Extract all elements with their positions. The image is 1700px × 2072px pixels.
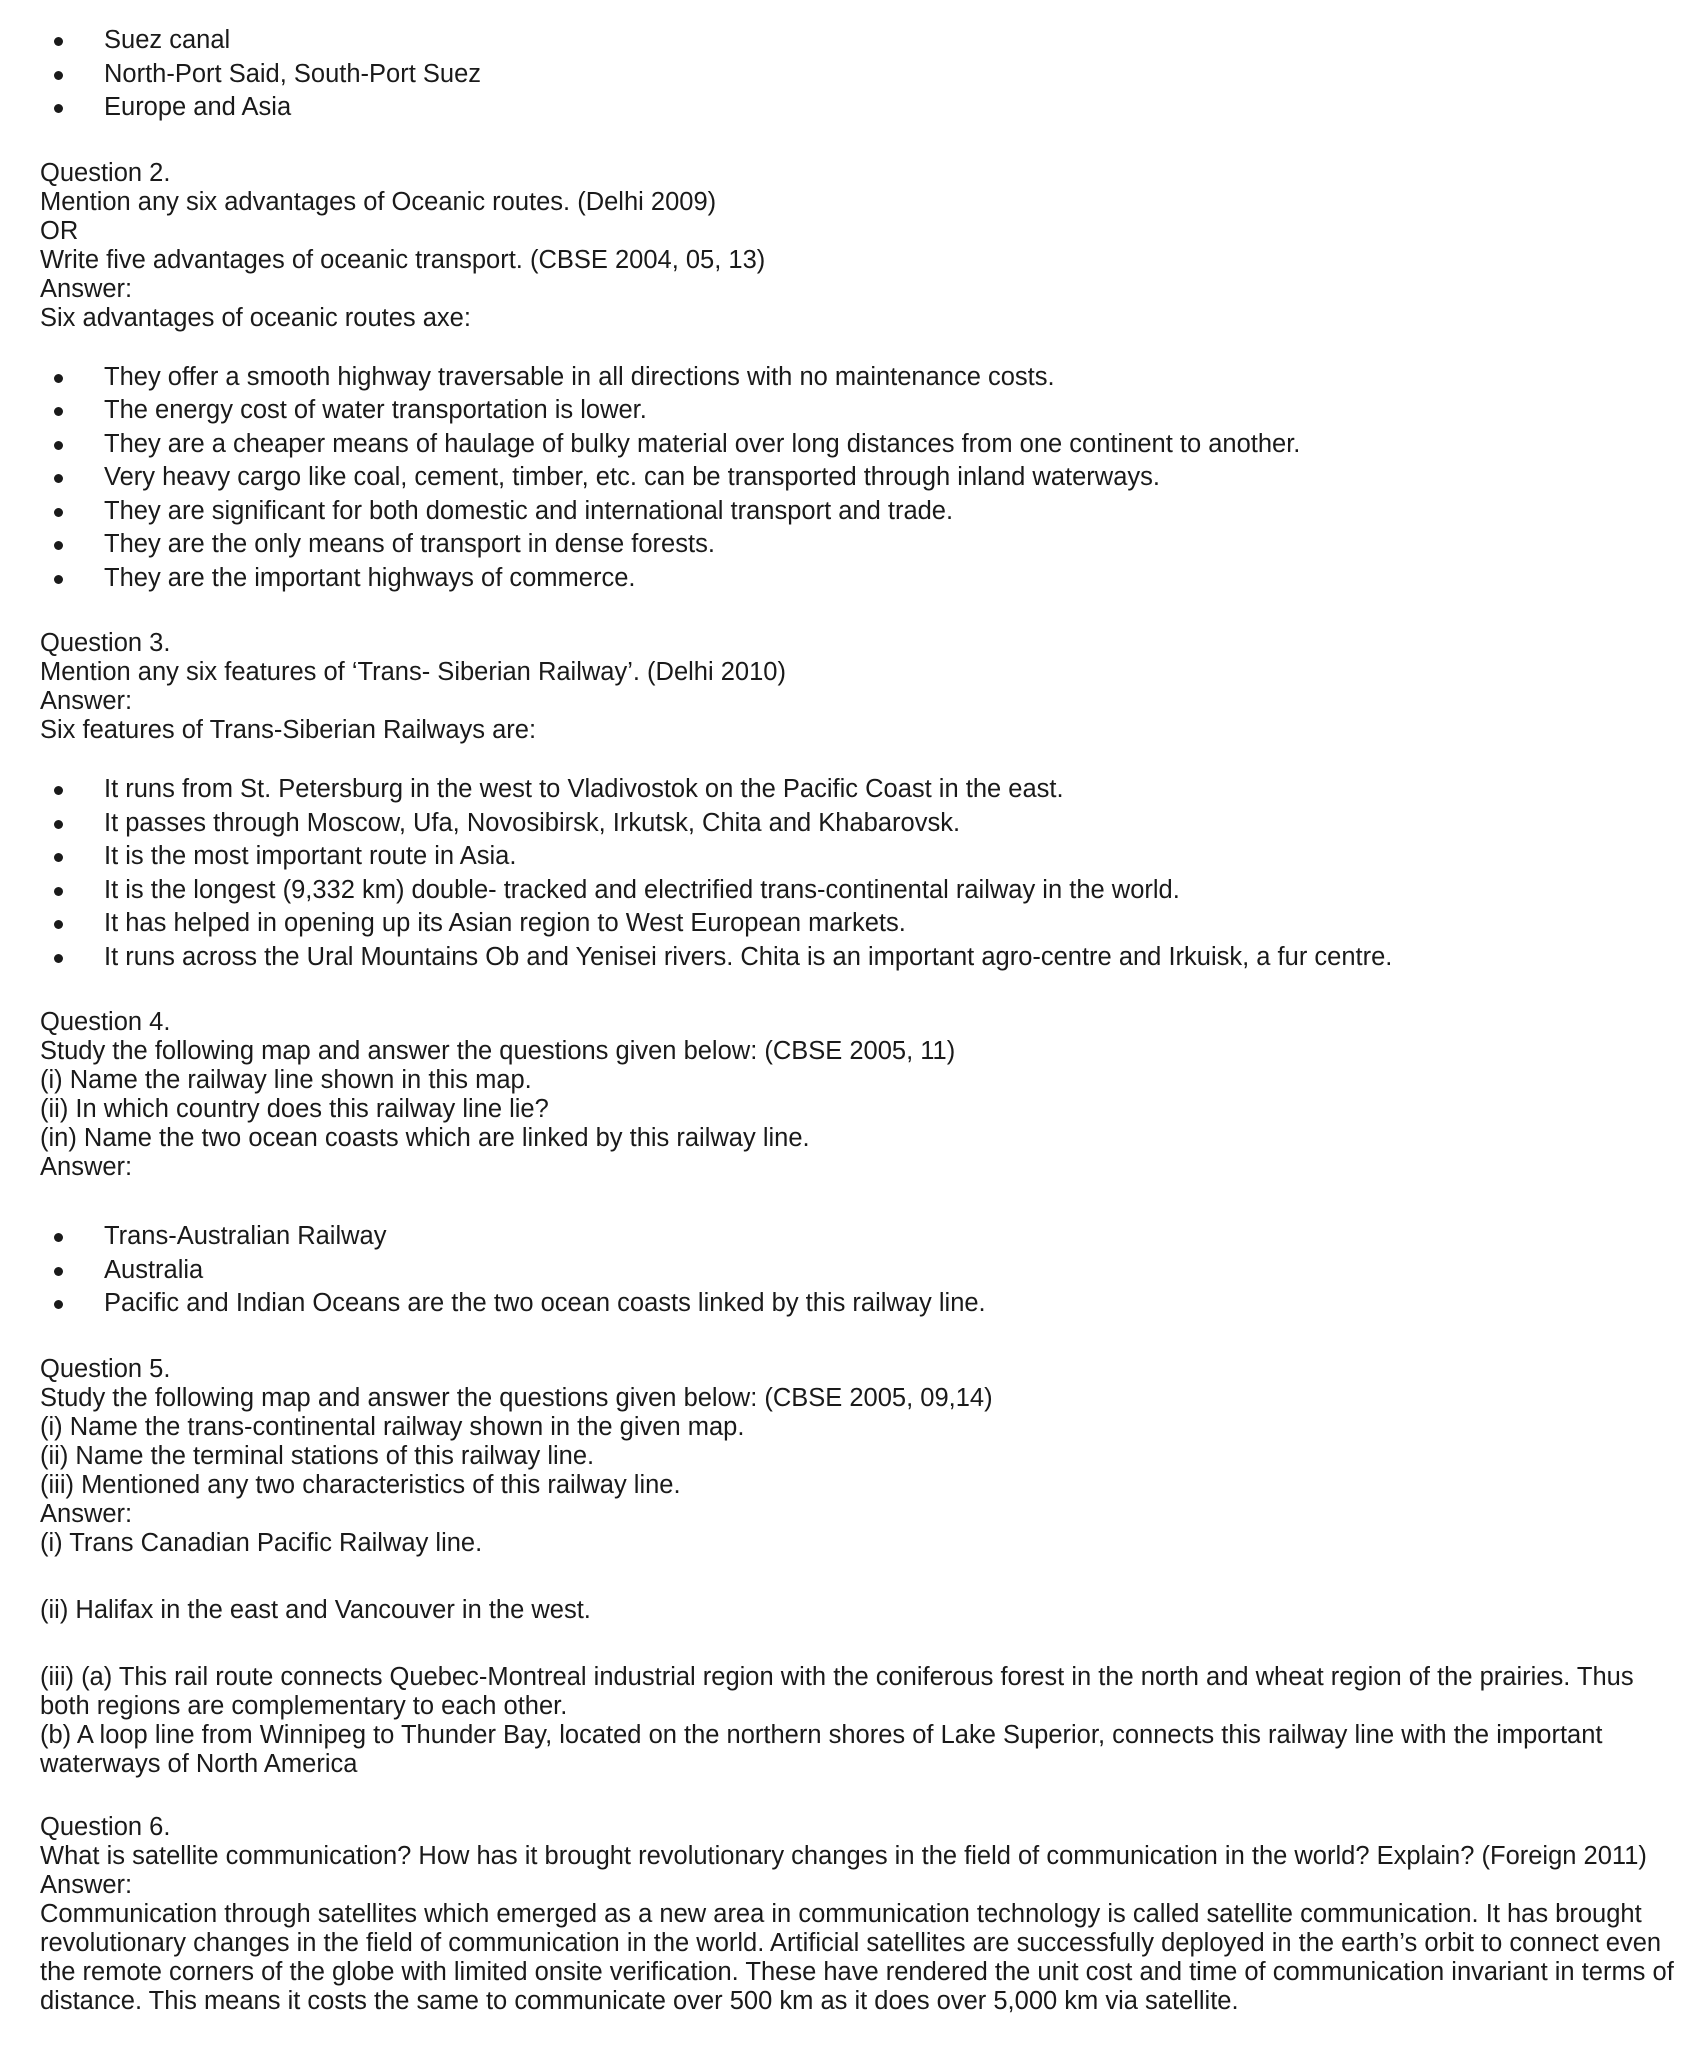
question-text: Study the following map and answer the questions given below: (CBSE 2005, 09,14) [40, 1383, 993, 1412]
question-heading: Question 4. [40, 1008, 171, 1036]
list-item: They are a cheaper means of haulage of bulky material over long distances from one continent to another. [40, 428, 1680, 462]
question-text: (in) Name the two ocean coasts which are linked by this railway line. [40, 1124, 810, 1152]
list-item: Suez canal [40, 24, 1680, 58]
question-4 [40, 1008, 1680, 1321]
list-item: They are the only means of transport in dense forests. [40, 528, 1680, 562]
document-page [40, 24, 1680, 2016]
answer-bullet-list [40, 361, 1680, 596]
answer-intro: Six features of Trans-Siberian Railways are: [40, 716, 537, 744]
bullet-icon [54, 104, 63, 113]
question-heading: Question 5. [40, 1354, 171, 1383]
list-item: Australia [40, 1254, 1680, 1288]
question-text: (iii) Mentioned any two characteristics of this railway line. [40, 1470, 681, 1499]
list-item: Europe and Asia [40, 91, 1680, 125]
question-heading: Question 3. [40, 629, 171, 657]
answer-bullet-list [40, 1220, 1680, 1321]
bullet-icon [54, 853, 63, 862]
bullet-icon [54, 71, 63, 80]
list-item: Very heavy cargo like coal, cement, timber, etc. can be transported through inland waterways. [40, 461, 1680, 495]
list-item: It passes through Moscow, Ufa, Novosibirsk, Irkutsk, Chita and Khabarovsk. [40, 807, 1680, 841]
question-heading: Question 6. [40, 1812, 171, 1841]
question-text: (ii) In which country does this railway line lie? [40, 1095, 549, 1123]
question-text: Mention any six advantages of Oceanic routes. (Delhi 2009) [40, 187, 717, 216]
bullet-icon [54, 474, 63, 483]
answer-label: Answer: [40, 687, 133, 715]
answer-label: Answer: [40, 1870, 133, 1899]
answer-paragraph: (b) A loop line from Winnipeg to Thunder Bay, located on the northern shores of Lake Superior, connects this railway line with the important waterways of North America [40, 1720, 1603, 1778]
question-3 [40, 629, 1680, 974]
or-label: OR [40, 216, 79, 245]
list-item: They are the important highways of commerce. [40, 562, 1680, 596]
list-item: North-Port Said, South-Port Suez [40, 58, 1680, 92]
answer-text: (i) Trans Canadian Pacific Railway line. [40, 1528, 483, 1557]
list-item: They are significant for both domestic and international transport and trade. [40, 495, 1680, 529]
answer-intro: Six advantages of oceanic routes axe: [40, 303, 471, 332]
question-text: Mention any six features of ‘Trans- Siberian Railway’. (Delhi 2010) [40, 658, 786, 686]
bullet-icon [54, 374, 63, 383]
answer-paragraph: Communication through satellites which emerged as a new area in communication technology is called satellite communication. It has brought revolutionary changes in the field of communication in the world. Artificial satellites are successfully deployed in the earth’s orbit to connect even the remote corners of the globe with limited onsite verification. These have rendered the unit cost and time of communication invariant in terms of distance. This means it costs the same to communicate over 500 km as it does over 5,000 km via satellite. [40, 1899, 1674, 2015]
question-text: (ii) Name the terminal stations of this railway line. [40, 1441, 595, 1470]
bullet-icon [54, 575, 63, 584]
list-item: It runs across the Ural Mountains Ob and Yenisei rivers. Chita is an important agro-centre and Irkuisk, a fur centre. [40, 941, 1680, 975]
list-item: Pacific and Indian Oceans are the two ocean coasts linked by this railway line. [40, 1287, 1680, 1321]
answer-label: Answer: [40, 1153, 133, 1181]
bullet-icon [54, 887, 63, 896]
bullet-icon [54, 1233, 63, 1242]
answer-paragraph: (iii) (a) This rail route connects Quebec-Montreal industrial region with the coniferous forest in the north and wheat region of the prairies. Thus both regions are complementary to each other. [40, 1662, 1634, 1720]
bullet-icon [54, 1300, 63, 1309]
list-item: They offer a smooth highway traversable in all directions with no maintenance costs. [40, 361, 1680, 395]
question-6 [40, 1813, 1680, 2016]
bullet-icon [54, 954, 63, 963]
list-item: It has helped in opening up its Asian region to West European markets. [40, 907, 1680, 941]
intro-bullet-list [40, 24, 1680, 125]
answer-label: Answer: [40, 1499, 133, 1528]
answer-bullet-list [40, 773, 1680, 974]
bullet-icon [54, 786, 63, 795]
question-5 [40, 1355, 1680, 1779]
question-text: What is satellite communication? How has it brought revolutionary changes in the field of communication in the world? Explain? (Foreign 2011) [40, 1841, 1647, 1870]
bullet-icon [54, 508, 63, 517]
question-text: Write five advantages of oceanic transport. (CBSE 2004, 05, 13) [40, 245, 766, 274]
answer-label: Answer: [40, 274, 133, 303]
list-item: Trans-Australian Railway [40, 1220, 1680, 1254]
bullet-icon [54, 820, 63, 829]
bullet-icon [54, 407, 63, 416]
question-text: (i) Name the railway line shown in this map. [40, 1066, 532, 1094]
bullet-icon [54, 441, 63, 450]
list-item: It is the most important route in Asia. [40, 840, 1680, 874]
question-text: (i) Name the trans-continental railway shown in the given map. [40, 1412, 745, 1441]
bullet-icon [54, 541, 63, 550]
bullet-icon [54, 920, 63, 929]
question-2 [40, 159, 1680, 596]
list-item: The energy cost of water transportation is lower. [40, 394, 1680, 428]
answer-text: (ii) Halifax in the east and Vancouver in the west. [40, 1595, 591, 1624]
question-heading: Question 2. [40, 158, 171, 187]
list-item: It runs from St. Petersburg in the west to Vladivostok on the Pacific Coast in the east. [40, 773, 1680, 807]
list-item: It is the longest (9,332 km) double- tracked and electrified trans-continental railway in the world. [40, 874, 1680, 908]
question-text: Study the following map and answer the questions given below: (CBSE 2005, 11) [40, 1037, 956, 1065]
bullet-icon [54, 37, 63, 46]
bullet-icon [54, 1267, 63, 1276]
